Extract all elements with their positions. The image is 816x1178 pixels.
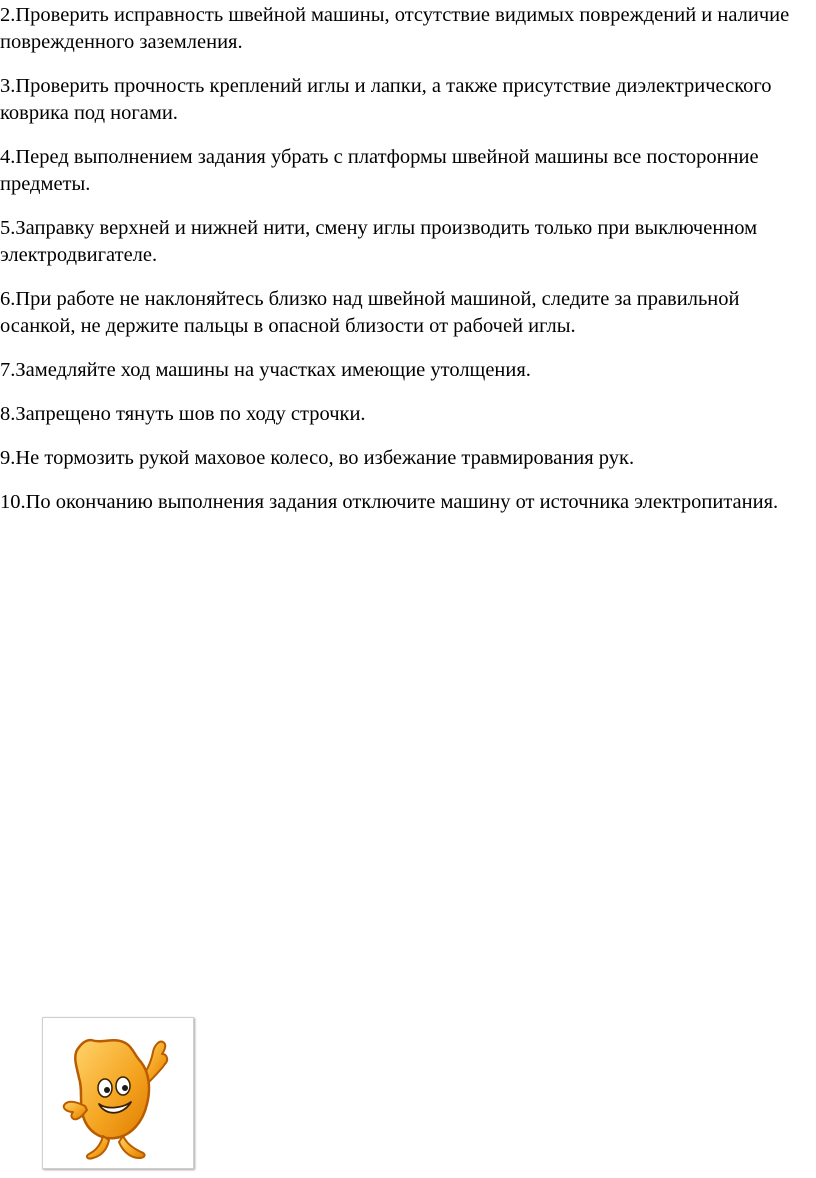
- instruction-item: 4.Перед выполнением задания убрать с платформы швейной машины все посторонние предметы.: [0, 146, 759, 195]
- instruction-item: 7.Замедляйте ход машины на участках имеющие утолщения.: [0, 359, 531, 381]
- instruction-item: 8.Запрещено тянуть шов по ходу строчки.: [0, 403, 366, 425]
- safety-instructions-list: [0, 2, 790, 533]
- mascot-image: [42, 1017, 194, 1169]
- instruction-item: 5.Заправку верхней и нижней нити, смену иглы производить только при выключенном электродвигателе.: [0, 217, 758, 266]
- instruction-item: 9.Не тормозить рукой маховое колесо, во избежание травмирования рук.: [0, 447, 635, 469]
- flame-mascot-thumbs-up-icon: [43, 1018, 193, 1168]
- instruction-item: 6.При работе не наклоняйтесь близко над швейной машиной, следите за правильной осанкой, не держите пальцы в опасной близости от рабочей иглы.: [0, 288, 740, 337]
- instruction-item: 10.По окончанию выполнения задания отключите машину от источника электропитания.: [0, 491, 779, 513]
- instruction-item: 2.Проверить исправность швейной машины, отсутствие видимых повреждений и наличие поврежденного заземления.: [0, 4, 790, 53]
- instruction-item: 3.Проверить прочность креплений иглы и лапки, а также присутствие диэлектрического коврика под ногами.: [0, 75, 772, 124]
